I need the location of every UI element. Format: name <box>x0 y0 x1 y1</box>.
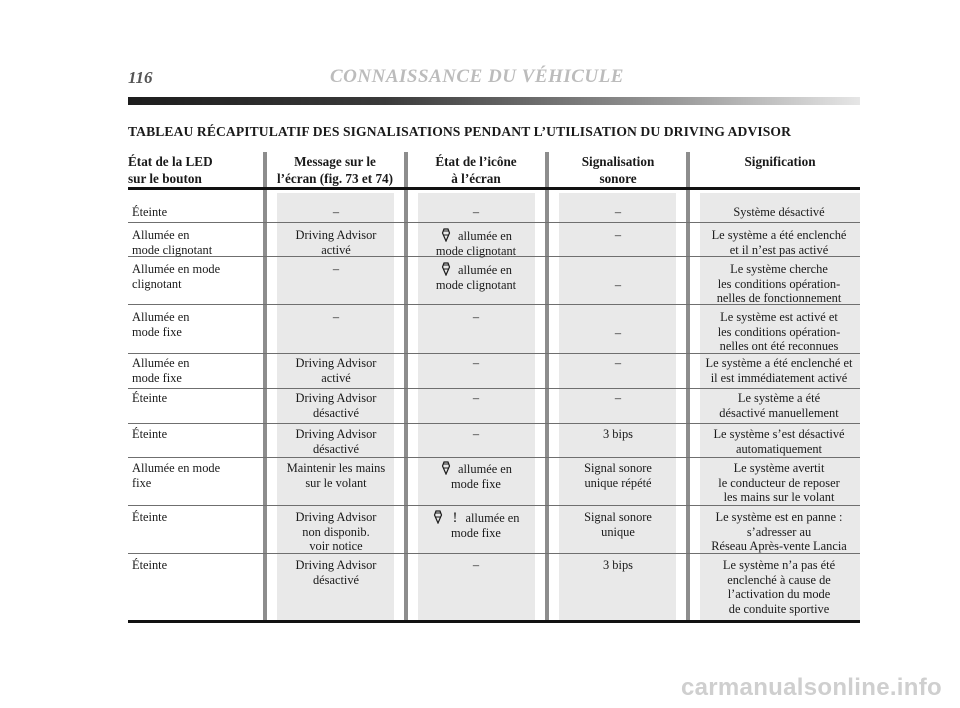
table-cell-message <box>270 262 402 277</box>
table-cell-message <box>270 356 402 385</box>
cell-line: Le système a été <box>737 391 821 405</box>
cell-line: Driving Advisor <box>295 510 377 524</box>
row-divider <box>128 388 860 389</box>
cell-line: – <box>332 310 340 324</box>
table-cell-icon <box>408 205 544 220</box>
table-cell-meaning <box>694 558 864 616</box>
cell-line: Allumée en mode <box>132 262 221 276</box>
cell-line: l’activation du mode <box>727 587 831 601</box>
header-meaning: Signification <box>744 154 816 169</box>
table-cell-message <box>270 461 402 490</box>
table-cell-led <box>132 391 260 406</box>
cell-line: – <box>614 326 622 340</box>
row-divider <box>128 222 860 223</box>
cell-line: mode fixe <box>451 525 501 540</box>
cell-line: désactivé <box>312 441 360 456</box>
table-cell-led <box>132 427 260 442</box>
cell-line: fixe <box>132 475 152 490</box>
table-cell-led <box>132 228 260 257</box>
table-cell-sound <box>550 326 686 341</box>
cell-line: – <box>472 427 480 441</box>
cell-line: – <box>614 228 622 242</box>
cell-line: Signal sonore <box>584 510 652 524</box>
table-cell-led <box>132 558 260 573</box>
cell-line: allumée en <box>457 462 512 476</box>
driving-advisor-icon <box>440 461 452 475</box>
cell-line: 3 bips <box>603 427 633 441</box>
table-cell-sound <box>550 510 686 539</box>
table-cell-message <box>270 205 402 220</box>
cell-line: allumée en <box>457 229 512 243</box>
cell-line: le conducteur de reposer <box>718 475 840 490</box>
cell-line: automatiquement <box>735 441 823 456</box>
cell-line: mode clignotant <box>435 243 517 258</box>
cell-line: – <box>472 356 480 370</box>
cell-line: désactivé <box>312 405 360 420</box>
cell-line: – <box>472 310 480 324</box>
table-cell-meaning <box>694 427 864 456</box>
table-cell-sound <box>550 278 686 293</box>
cell-line: Le système est en panne : <box>715 510 843 524</box>
table-cell-meaning <box>694 461 864 505</box>
cell-line: Maintenir les mains <box>286 461 386 475</box>
table-cell-led <box>132 510 260 525</box>
table-cell-meaning <box>694 510 864 554</box>
table-cell-icon <box>408 228 544 258</box>
cell-line: les conditions opération- <box>717 324 841 339</box>
cell-line: unique <box>601 524 635 539</box>
cell-line: Allumée en mode <box>132 461 221 475</box>
table-cell-sound <box>550 558 686 573</box>
cell-line: nelles ont été reconnues <box>719 339 839 353</box>
cell-line: Éteinte <box>132 510 168 524</box>
cell-line: Éteinte <box>132 558 168 572</box>
table-bottom-rule <box>128 620 860 623</box>
cell-line: de conduite sportive <box>728 601 830 616</box>
chapter-title: CONNAISSANCE DU VÉHICULE <box>330 66 624 87</box>
table-cell-led <box>132 356 260 385</box>
table-cell-led <box>132 461 260 490</box>
table-cell-sound <box>550 356 686 371</box>
cell-line: Driving Advisor <box>295 391 377 405</box>
row-divider <box>128 505 860 506</box>
cell-line: – <box>614 278 622 292</box>
cell-line: – <box>472 391 480 405</box>
cell-line: Driving Advisor <box>295 427 377 441</box>
cell-line: Signal sonore <box>584 461 652 475</box>
cell-line: Le système s’est désactivé <box>713 427 845 441</box>
cell-line: enclenché à cause de <box>727 572 831 587</box>
table-cell-meaning <box>694 391 864 420</box>
table-cell-message <box>270 228 402 257</box>
cell-line: Allumée en <box>132 310 190 324</box>
cell-line: Système désactivé <box>733 205 825 219</box>
cell-line: désactivé <box>312 572 360 587</box>
cell-line: les conditions opération- <box>717 276 841 291</box>
table-cell-sound <box>550 461 686 490</box>
cell-line: Éteinte <box>132 391 168 405</box>
column-bg-sound <box>559 193 676 621</box>
cell-line: allumée en <box>457 263 512 277</box>
header-message: Message sur le l’écran (fig. 73 et 74) <box>276 154 394 186</box>
cell-line: – <box>614 391 622 405</box>
table-cell-message <box>270 391 402 420</box>
table-cell-icon <box>408 558 544 573</box>
row-divider <box>128 457 860 458</box>
cell-line: unique répété <box>584 475 652 490</box>
table-cell-icon <box>408 310 544 325</box>
cell-line: les mains sur le volant <box>723 490 835 504</box>
cell-line: allumée en <box>465 511 520 525</box>
cell-line: Driving Advisor <box>295 558 377 572</box>
cell-line: mode fixe <box>451 476 501 491</box>
table-cell-meaning <box>694 262 864 306</box>
cell-line: désactivé manuellement <box>719 405 839 420</box>
cell-line: Le système a été enclenché et <box>705 356 853 370</box>
table-cell-led <box>132 205 260 220</box>
cell-line: et il n’est pas activé <box>729 242 829 257</box>
table-cell-message <box>270 558 402 587</box>
cell-line: Allumée en <box>132 228 190 242</box>
table-cell-message <box>270 427 402 456</box>
table-cell-icon <box>408 510 544 540</box>
cell-line: – <box>472 205 480 219</box>
cell-line: sur le volant <box>305 475 367 490</box>
cell-line: Le système cherche <box>730 262 828 276</box>
table-cell-meaning <box>694 228 864 257</box>
cell-line: – <box>472 558 480 572</box>
cell-line: – <box>332 205 340 219</box>
cell-line: Le système avertit <box>733 461 825 475</box>
table-cell-led <box>132 262 260 291</box>
cell-line: Le système a été enclenché <box>711 228 847 242</box>
table-cell-led <box>132 310 260 339</box>
table-cell-icon <box>408 461 544 491</box>
header-bottom-rule <box>128 187 860 190</box>
cell-line: non disponib. <box>302 524 370 539</box>
driving-advisor-icon <box>440 228 452 242</box>
table-cell-icon <box>408 391 544 406</box>
table-cell-meaning <box>694 205 864 220</box>
cell-line: clignotant <box>132 276 182 291</box>
table-cell-icon <box>408 262 544 292</box>
table-cell-message <box>270 310 402 325</box>
watermark: carmanualsonline.info <box>680 674 942 701</box>
cell-line: Driving Advisor <box>295 228 377 242</box>
header-rule <box>128 97 860 105</box>
table-cell-sound <box>550 205 686 220</box>
cell-line: mode clignotant <box>132 242 213 257</box>
header-sound: Signalisation sonore <box>581 154 655 186</box>
cell-line: 3 bips <box>603 558 633 572</box>
table-cell-sound <box>550 228 686 243</box>
cell-line: Éteinte <box>132 205 168 219</box>
driving-advisor-icon <box>440 262 452 276</box>
cell-line: Le système n’a pas été <box>722 558 836 572</box>
page-number: 116 <box>128 68 153 87</box>
cell-line: Éteinte <box>132 427 168 441</box>
cell-line: mode fixe <box>132 324 182 339</box>
table-cell-sound <box>550 427 686 442</box>
cell-line: voir notice <box>309 539 363 553</box>
warning-exclamation-icon: ! <box>452 510 458 526</box>
cell-line: – <box>332 262 340 276</box>
cell-line: nelles de fonctionnement <box>716 291 842 305</box>
table-cell-sound <box>550 391 686 406</box>
table-cell-meaning <box>694 356 864 385</box>
driving-advisor-icon <box>432 510 444 524</box>
table-cell-meaning <box>694 310 864 354</box>
header-led: État de la LED sur le bouton <box>128 154 213 186</box>
cell-line: – <box>614 205 622 219</box>
cell-line: activé <box>321 242 351 257</box>
cell-line: il est immédiatement activé <box>710 370 848 385</box>
cell-line: mode clignotant <box>435 277 517 292</box>
table-cell-message <box>270 510 402 554</box>
cell-line: Driving Advisor <box>295 356 377 370</box>
table-cell-icon <box>408 356 544 371</box>
cell-line: Réseau Après-vente Lancia <box>711 539 847 553</box>
header-icon: État de l’icône à l’écran <box>435 154 517 186</box>
table-title: TABLEAU RÉCAPITULATIF DES SIGNALISATIONS PENDANT L’UTILISATION DU DRIVING ADVISOR <box>128 124 792 139</box>
cell-line: mode fixe <box>132 370 182 385</box>
cell-line: – <box>614 356 622 370</box>
table-cell-icon <box>408 427 544 442</box>
cell-line: activé <box>321 370 351 385</box>
cell-line: s’adresser au <box>746 524 812 539</box>
row-divider <box>128 423 860 424</box>
cell-line: Le système est activé et <box>720 310 838 324</box>
cell-line: Allumée en <box>132 356 190 370</box>
